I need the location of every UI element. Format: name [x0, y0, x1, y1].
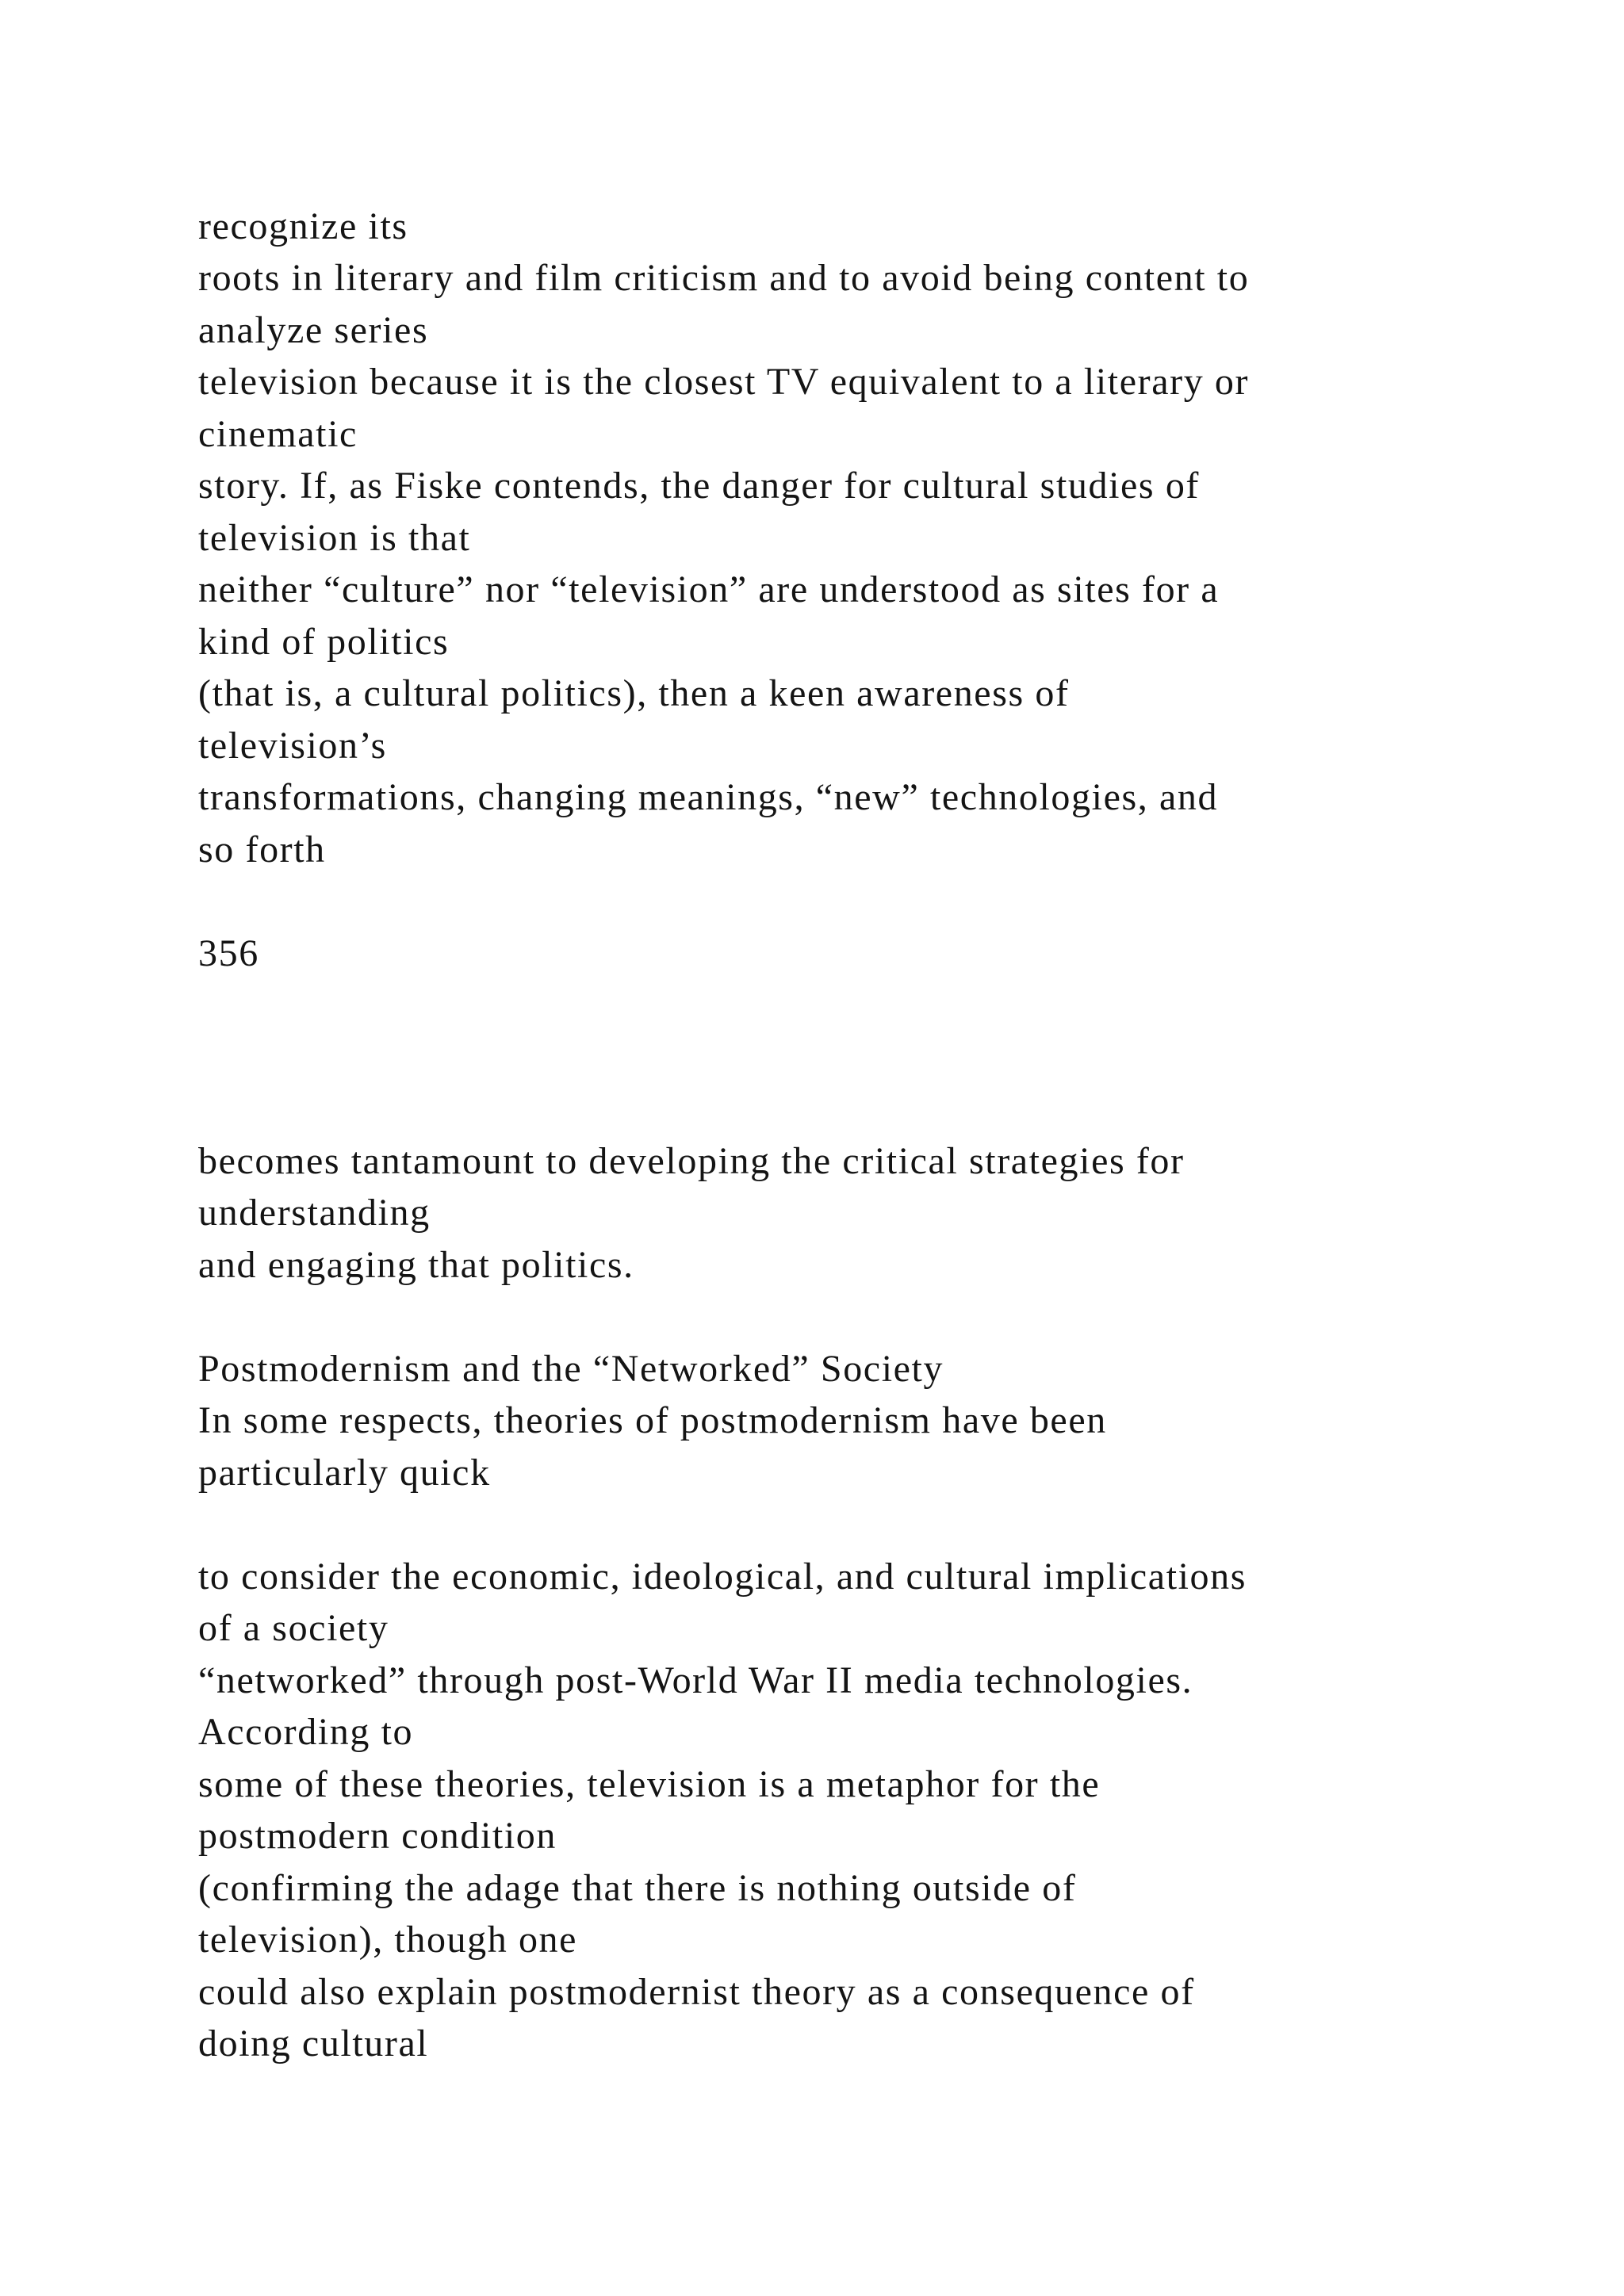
text-line: (that is, a cultural politics), then a keen awareness of — [198, 672, 1070, 714]
text-line: of a society — [198, 1607, 389, 1649]
text-line: analyze series — [198, 309, 429, 351]
text-line: and engaging that politics. — [198, 1244, 634, 1286]
text-line: television because it is the closest TV equivalent to a literary or — [198, 361, 1250, 403]
text-line: so forth — [198, 828, 326, 871]
text-line: understanding — [198, 1192, 431, 1234]
text-line: cinematic — [198, 413, 358, 455]
text-line: doing cultural — [198, 2022, 429, 2064]
section-heading: Postmodernism and the “Networked” Society — [198, 1348, 944, 1390]
text-line: neither “culture” nor “television” are understood as sites for a — [198, 568, 1220, 610]
text-line: television’s — [198, 725, 387, 767]
text-line: to consider the economic, ideological, and cultural implications — [198, 1556, 1247, 1598]
text-line: (confirming the adage that there is nothing outside of — [198, 1867, 1077, 1909]
text-line: postmodern condition — [198, 1815, 557, 1857]
text-line: particularly quick — [198, 1452, 491, 1494]
text-line: television), though one — [198, 1919, 578, 1961]
text-line: could also explain postmodernist theory as a consequence of — [198, 1971, 1195, 2013]
text-line: transformations, changing meanings, “new” technologies, and — [198, 776, 1219, 818]
text-line: roots in literary and film criticism and to avoid being content to — [198, 257, 1250, 299]
page-number: 356 — [198, 932, 259, 974]
text-line: some of these theories, television is a metaphor for the — [198, 1763, 1101, 1805]
text-line: According to — [198, 1711, 414, 1753]
text-line: becomes tantamount to developing the critical strategies for — [198, 1140, 1185, 1182]
text-line: television is that — [198, 517, 471, 559]
text-line: kind of politics — [198, 621, 450, 663]
text-line: recognize its — [198, 205, 408, 247]
text-line: “networked” through post-World War II media technologies. — [198, 1659, 1193, 1701]
text-line: story. If, as Fiske contends, the danger for cultural studies of — [198, 465, 1201, 507]
text-line: In some respects, theories of postmodernism have been — [198, 1399, 1107, 1441]
